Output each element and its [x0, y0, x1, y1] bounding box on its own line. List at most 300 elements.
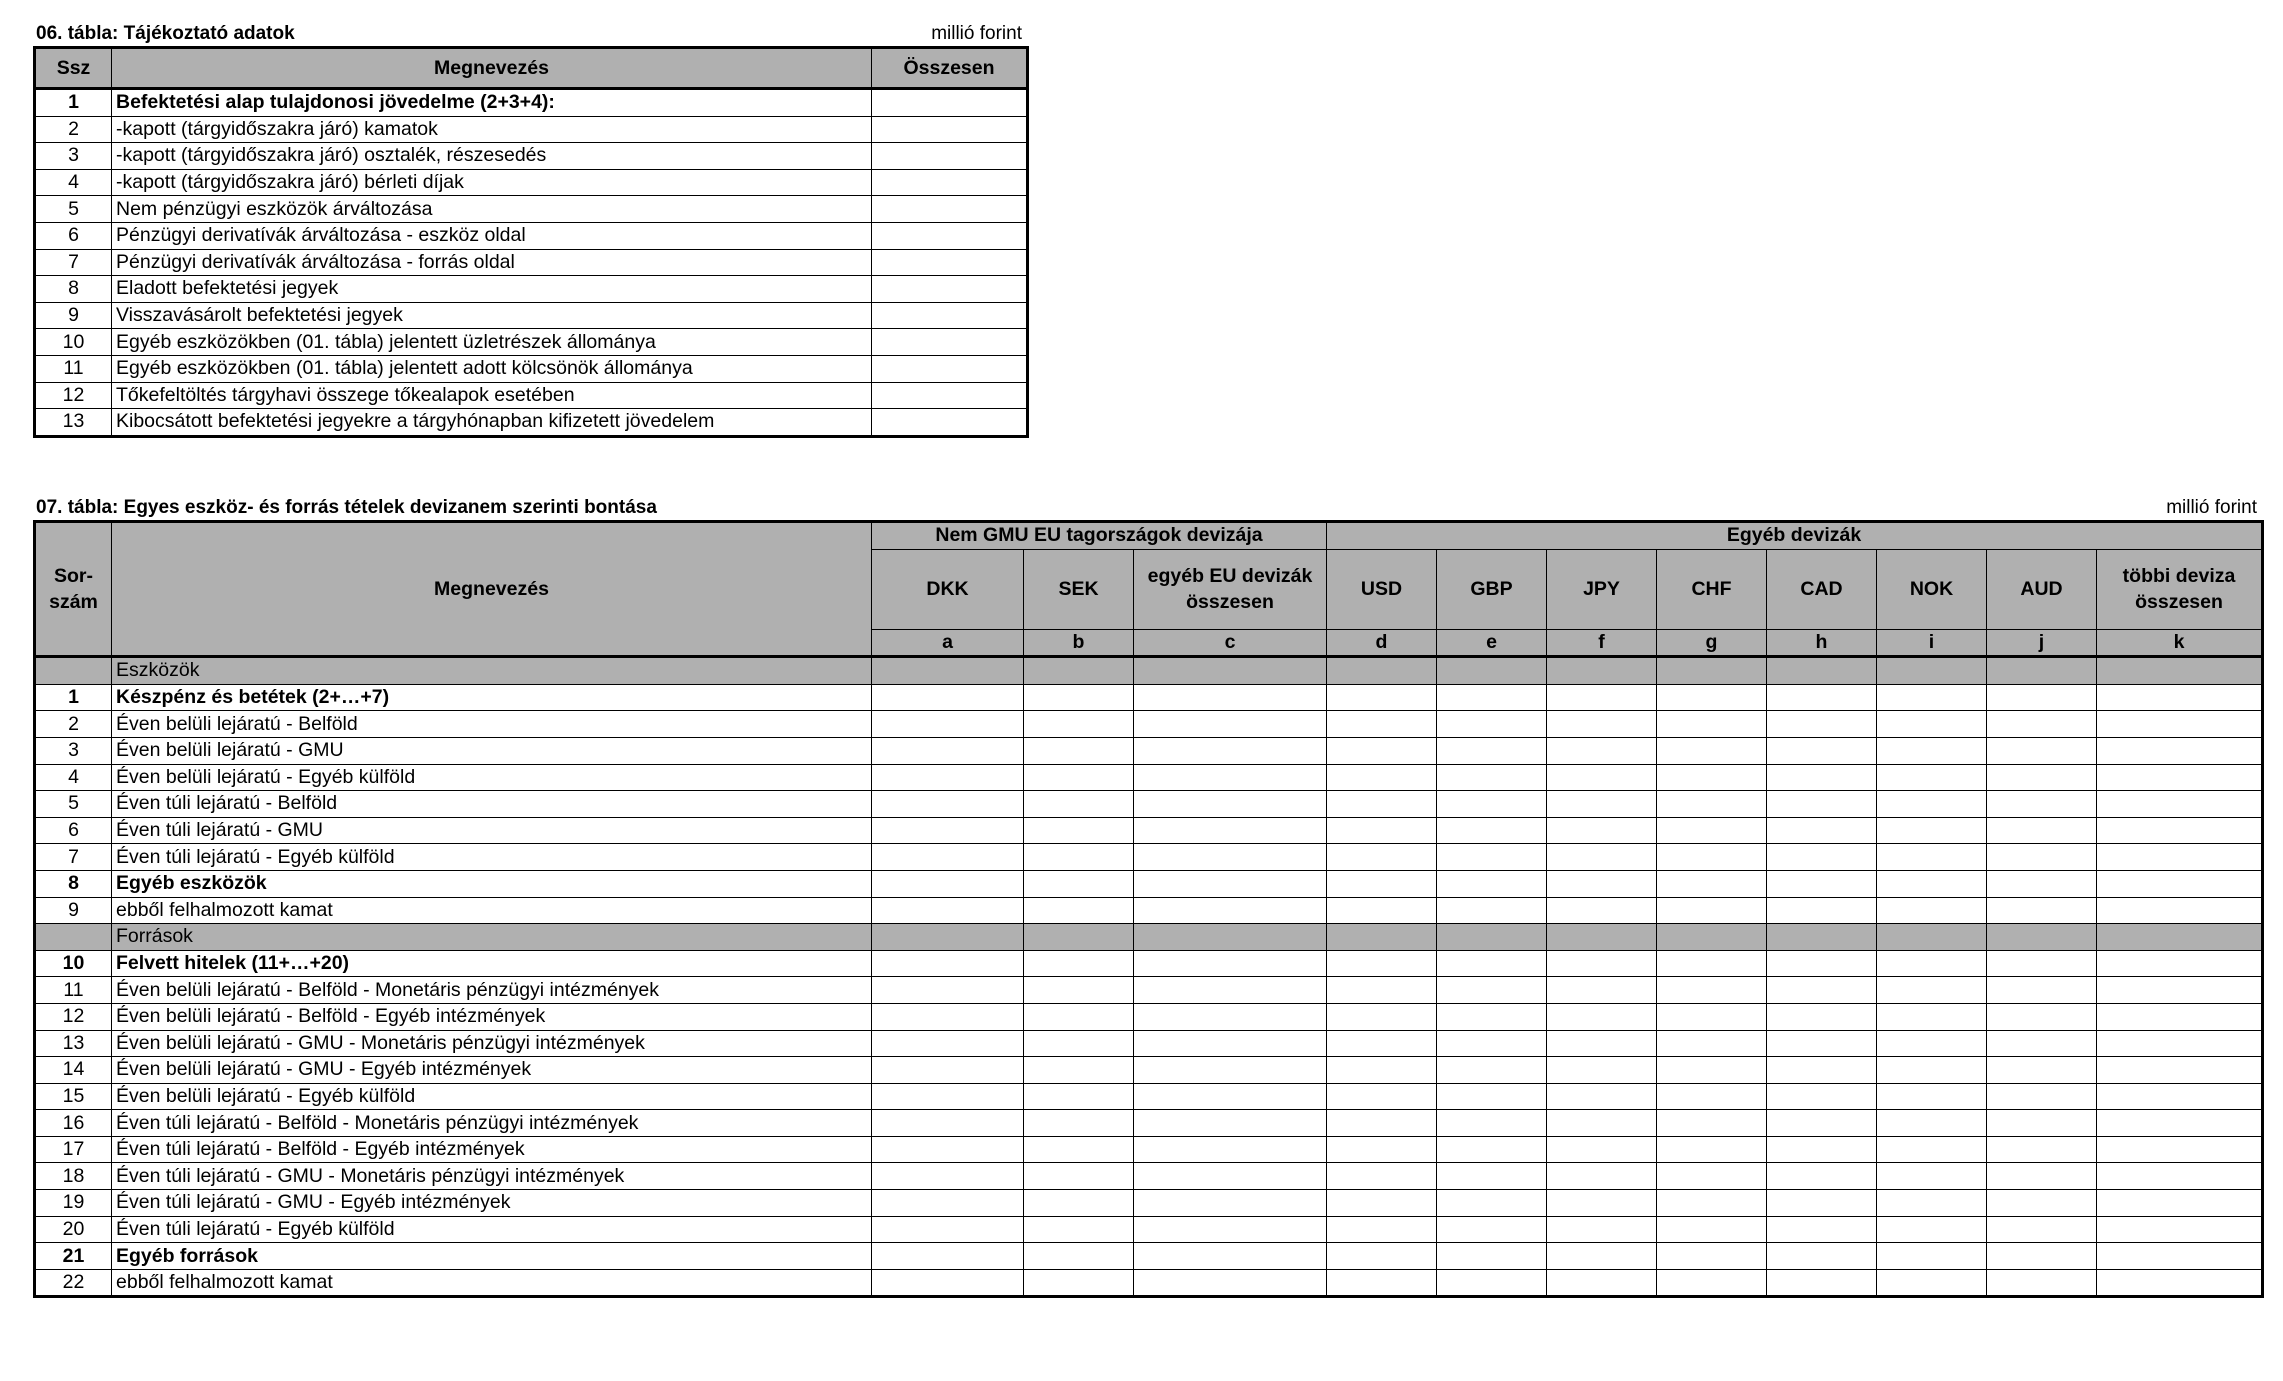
- value-cell[interactable]: [1987, 711, 2097, 738]
- value-cell[interactable]: [872, 897, 1024, 924]
- row-label: Visszavásárolt befektetési jegyek: [112, 302, 872, 329]
- value-cell[interactable]: [2097, 1030, 2263, 1057]
- value-cell[interactable]: [872, 870, 1024, 897]
- value-cell[interactable]: [1877, 1136, 1987, 1163]
- value-cell[interactable]: [1987, 1190, 2097, 1217]
- currency-col-header: GBP: [1437, 549, 1547, 629]
- value-cell[interactable]: [1134, 1136, 1327, 1163]
- total-cell[interactable]: [872, 222, 1028, 249]
- value-cell[interactable]: [1987, 817, 2097, 844]
- value-cell[interactable]: [2097, 817, 2263, 844]
- value-cell[interactable]: [1134, 1057, 1327, 1084]
- value-cell[interactable]: [1327, 711, 1437, 738]
- value-cell[interactable]: [872, 1057, 1024, 1084]
- value-cell[interactable]: [1437, 1136, 1547, 1163]
- value-cell[interactable]: [1547, 1083, 1657, 1110]
- value-cell[interactable]: [1987, 684, 2097, 711]
- value-cell[interactable]: [1987, 1110, 2097, 1137]
- value-cell[interactable]: [1327, 1269, 1437, 1297]
- value-cell[interactable]: [1767, 1083, 1877, 1110]
- value-cell[interactable]: [1767, 684, 1877, 711]
- value-cell[interactable]: [1437, 1030, 1547, 1057]
- value-cell[interactable]: [1437, 897, 1547, 924]
- value-cell[interactable]: [2097, 1243, 2263, 1270]
- value-cell[interactable]: [1877, 711, 1987, 738]
- value-cell[interactable]: [1657, 1136, 1767, 1163]
- value-cell[interactable]: [1547, 1057, 1657, 1084]
- currency-col-header: CAD: [1767, 549, 1877, 629]
- value-cell[interactable]: [1877, 897, 1987, 924]
- value-cell[interactable]: [1134, 737, 1327, 764]
- row-number: 11: [35, 977, 112, 1004]
- value-cell[interactable]: [872, 977, 1024, 1004]
- value-cell[interactable]: [1437, 950, 1547, 977]
- value-cell[interactable]: [1024, 1003, 1134, 1030]
- value-cell[interactable]: [1767, 1163, 1877, 1190]
- value-cell[interactable]: [1987, 1269, 2097, 1297]
- value-cell[interactable]: [1877, 870, 1987, 897]
- value-cell[interactable]: [1024, 1269, 1134, 1297]
- table07-header: [33, 494, 2261, 520]
- value-cell[interactable]: [1877, 1216, 1987, 1243]
- value-cell[interactable]: [1657, 950, 1767, 977]
- value-cell[interactable]: [2097, 764, 2263, 791]
- value-cell[interactable]: [1024, 870, 1134, 897]
- table-row: [35, 1110, 2263, 1137]
- row-number: 20: [35, 1216, 112, 1243]
- value-cell[interactable]: [1657, 1216, 1767, 1243]
- value-cell: [1327, 657, 1437, 685]
- value-cell[interactable]: [1024, 844, 1134, 871]
- value-cell[interactable]: [1987, 844, 2097, 871]
- value-cell[interactable]: [1877, 791, 1987, 818]
- value-cell[interactable]: [2097, 1269, 2263, 1297]
- table-row: [35, 222, 1028, 249]
- value-cell[interactable]: [1987, 1163, 2097, 1190]
- value-cell[interactable]: [1657, 817, 1767, 844]
- value-cell[interactable]: [1987, 897, 2097, 924]
- value-cell[interactable]: [1987, 1030, 2097, 1057]
- value-cell[interactable]: [1024, 791, 1134, 818]
- value-cell[interactable]: [872, 1269, 1024, 1297]
- value-cell[interactable]: [1437, 1083, 1547, 1110]
- value-cell[interactable]: [2097, 1057, 2263, 1084]
- value-cell[interactable]: [1877, 684, 1987, 711]
- value-cell[interactable]: [872, 950, 1024, 977]
- value-cell[interactable]: [1024, 1030, 1134, 1057]
- value-cell[interactable]: [1987, 1243, 2097, 1270]
- column-letter: i: [1877, 629, 1987, 657]
- value-cell[interactable]: [1327, 1243, 1437, 1270]
- value-cell[interactable]: [1327, 844, 1437, 871]
- value-cell[interactable]: [1437, 791, 1547, 818]
- value-cell[interactable]: [1024, 1243, 1134, 1270]
- currency-col-header: AUD: [1987, 549, 2097, 629]
- value-cell[interactable]: [872, 684, 1024, 711]
- value-cell[interactable]: [1134, 1190, 1327, 1217]
- value-cell[interactable]: [1547, 1216, 1657, 1243]
- value-cell[interactable]: [1024, 1136, 1134, 1163]
- value-cell[interactable]: [1024, 897, 1134, 924]
- value-cell[interactable]: [1327, 1057, 1437, 1084]
- value-cell[interactable]: [2097, 1083, 2263, 1110]
- value-cell[interactable]: [1877, 950, 1987, 977]
- value-cell[interactable]: [1134, 1216, 1327, 1243]
- value-cell[interactable]: [1657, 1030, 1767, 1057]
- value-cell[interactable]: [1547, 764, 1657, 791]
- value-cell[interactable]: [1024, 1083, 1134, 1110]
- value-cell: [1437, 924, 1547, 951]
- value-cell[interactable]: [1877, 1190, 1987, 1217]
- value-cell[interactable]: [2097, 711, 2263, 738]
- value-cell[interactable]: [1657, 870, 1767, 897]
- value-cell[interactable]: [1767, 1216, 1877, 1243]
- total-cell[interactable]: [872, 249, 1028, 276]
- value-cell[interactable]: [1547, 791, 1657, 818]
- total-cell[interactable]: [872, 116, 1028, 143]
- value-cell[interactable]: [872, 817, 1024, 844]
- value-cell[interactable]: [1767, 1030, 1877, 1057]
- value-cell[interactable]: [1437, 977, 1547, 1004]
- value-cell[interactable]: [872, 1163, 1024, 1190]
- row-label: Egyéb eszközökben (01. tábla) jelentett üzletrészek állománya: [112, 329, 872, 356]
- value-cell[interactable]: [1657, 1243, 1767, 1270]
- value-cell[interactable]: [1767, 897, 1877, 924]
- table07-col-name: Megnevezés: [112, 522, 872, 657]
- value-cell[interactable]: [2097, 844, 2263, 871]
- value-cell[interactable]: [1327, 1083, 1437, 1110]
- value-cell[interactable]: [2097, 1110, 2263, 1137]
- value-cell[interactable]: [1024, 711, 1134, 738]
- total-cell[interactable]: [872, 143, 1028, 170]
- value-cell[interactable]: [1877, 737, 1987, 764]
- value-cell[interactable]: [1327, 1110, 1437, 1137]
- value-cell[interactable]: [872, 1030, 1024, 1057]
- total-cell[interactable]: [872, 409, 1028, 437]
- value-cell[interactable]: [1024, 737, 1134, 764]
- value-cell[interactable]: [1437, 1190, 1547, 1217]
- value-cell[interactable]: [2097, 1163, 2263, 1190]
- value-cell[interactable]: [1877, 1030, 1987, 1057]
- value-cell[interactable]: [1877, 1057, 1987, 1084]
- value-cell[interactable]: [1657, 844, 1767, 871]
- value-cell[interactable]: [1987, 870, 2097, 897]
- value-cell[interactable]: [1657, 711, 1767, 738]
- value-cell[interactable]: [1437, 1243, 1547, 1270]
- table-row: [35, 382, 1028, 409]
- value-cell[interactable]: [1767, 711, 1877, 738]
- value-cell[interactable]: [1987, 791, 2097, 818]
- value-cell[interactable]: [872, 844, 1024, 871]
- value-cell[interactable]: [1024, 817, 1134, 844]
- value-cell[interactable]: [1877, 1243, 1987, 1270]
- table-row: [35, 329, 1028, 356]
- value-cell[interactable]: [1547, 1030, 1657, 1057]
- value-cell[interactable]: [1134, 870, 1327, 897]
- value-cell[interactable]: [2097, 791, 2263, 818]
- value-cell[interactable]: [1657, 791, 1767, 818]
- table-row: [35, 1083, 2263, 1110]
- value-cell[interactable]: [1547, 1110, 1657, 1137]
- value-cell[interactable]: [1657, 764, 1767, 791]
- value-cell[interactable]: [1767, 1136, 1877, 1163]
- table-row: [35, 249, 1028, 276]
- value-cell[interactable]: [872, 1003, 1024, 1030]
- value-cell[interactable]: [872, 1136, 1024, 1163]
- value-cell[interactable]: [872, 791, 1024, 818]
- value-cell[interactable]: [1327, 817, 1437, 844]
- value-cell[interactable]: [1547, 844, 1657, 871]
- value-cell[interactable]: [1437, 1110, 1547, 1137]
- value-cell[interactable]: [1327, 977, 1437, 1004]
- table06: [33, 46, 1029, 438]
- value-cell[interactable]: [1134, 1003, 1327, 1030]
- value-cell[interactable]: [2097, 1216, 2263, 1243]
- value-cell[interactable]: [1767, 764, 1877, 791]
- value-cell[interactable]: [1024, 1216, 1134, 1243]
- value-cell[interactable]: [1547, 711, 1657, 738]
- value-cell[interactable]: [2097, 737, 2263, 764]
- table07-title: 07. tábla: Egyes eszköz- és forrás tételek devizanem szerinti bontása: [36, 497, 657, 518]
- value-cell[interactable]: [2097, 870, 2263, 897]
- value-cell[interactable]: [1134, 684, 1327, 711]
- value-cell[interactable]: [1327, 1163, 1437, 1190]
- value-cell[interactable]: [1987, 977, 2097, 1004]
- value-cell[interactable]: [1767, 1110, 1877, 1137]
- value-cell[interactable]: [1547, 950, 1657, 977]
- value-cell[interactable]: [1437, 737, 1547, 764]
- table-row: [35, 817, 2263, 844]
- total-cell[interactable]: [872, 169, 1028, 196]
- table-row: [35, 89, 1028, 117]
- value-cell[interactable]: [1437, 844, 1547, 871]
- value-cell[interactable]: [1987, 737, 2097, 764]
- value-cell[interactable]: [1024, 1163, 1134, 1190]
- value-cell[interactable]: [1327, 764, 1437, 791]
- value-cell[interactable]: [1547, 684, 1657, 711]
- value-cell[interactable]: [1877, 1163, 1987, 1190]
- total-cell[interactable]: [872, 196, 1028, 223]
- value-cell[interactable]: [1134, 977, 1327, 1004]
- currency-col-header: JPY: [1547, 549, 1657, 629]
- value-cell[interactable]: [1767, 870, 1877, 897]
- value-cell[interactable]: [2097, 977, 2263, 1004]
- value-cell[interactable]: [1547, 870, 1657, 897]
- row-number: 19: [35, 1190, 112, 1217]
- value-cell[interactable]: [1024, 1057, 1134, 1084]
- value-cell[interactable]: [1437, 1003, 1547, 1030]
- value-cell[interactable]: [1987, 764, 2097, 791]
- value-cell[interactable]: [1327, 791, 1437, 818]
- value-cell[interactable]: [1767, 1057, 1877, 1084]
- value-cell[interactable]: [1657, 977, 1767, 1004]
- value-cell[interactable]: [1767, 844, 1877, 871]
- value-cell[interactable]: [1134, 764, 1327, 791]
- value-cell[interactable]: [1767, 1243, 1877, 1270]
- value-cell[interactable]: [1657, 1003, 1767, 1030]
- value-cell[interactable]: [1547, 1163, 1657, 1190]
- total-cell[interactable]: [872, 89, 1028, 117]
- value-cell[interactable]: [2097, 897, 2263, 924]
- row-number: 12: [35, 382, 112, 409]
- value-cell[interactable]: [1547, 1136, 1657, 1163]
- currency-col-header: NOK: [1877, 549, 1987, 629]
- value-cell[interactable]: [1327, 1136, 1437, 1163]
- value-cell[interactable]: [1547, 817, 1657, 844]
- value-cell[interactable]: [1547, 1243, 1657, 1270]
- value-cell[interactable]: [1877, 1083, 1987, 1110]
- value-cell[interactable]: [1134, 1163, 1327, 1190]
- value-cell: [1024, 657, 1134, 685]
- row-number: 2: [35, 711, 112, 738]
- value-cell[interactable]: [1327, 1030, 1437, 1057]
- table-row: [35, 1057, 2263, 1084]
- value-cell[interactable]: [1134, 791, 1327, 818]
- row-label: -kapott (tárgyidőszakra járó) osztalék, részesedés: [112, 143, 872, 170]
- value-cell[interactable]: [1877, 1003, 1987, 1030]
- value-cell[interactable]: [1877, 977, 1987, 1004]
- total-cell[interactable]: [872, 382, 1028, 409]
- value-cell[interactable]: [1987, 1057, 2097, 1084]
- value-cell[interactable]: [1134, 1030, 1327, 1057]
- value-cell[interactable]: [1767, 950, 1877, 977]
- value-cell[interactable]: [1767, 1269, 1877, 1297]
- total-cell[interactable]: [872, 302, 1028, 329]
- value-cell[interactable]: [1877, 1269, 1987, 1297]
- value-cell[interactable]: [1767, 977, 1877, 1004]
- value-cell[interactable]: [872, 764, 1024, 791]
- value-cell[interactable]: [1657, 737, 1767, 764]
- value-cell[interactable]: [1547, 897, 1657, 924]
- value-cell[interactable]: [1134, 1083, 1327, 1110]
- value-cell[interactable]: [1547, 1003, 1657, 1030]
- value-cell[interactable]: [1987, 1216, 2097, 1243]
- value-cell[interactable]: [1657, 1083, 1767, 1110]
- row-number: 1: [35, 89, 112, 117]
- row-label: -kapott (tárgyidőszakra járó) kamatok: [112, 116, 872, 143]
- column-letter: b: [1024, 629, 1134, 657]
- value-cell[interactable]: [1987, 950, 2097, 977]
- value-cell[interactable]: [1437, 1163, 1547, 1190]
- value-cell: [872, 924, 1024, 951]
- value-cell[interactable]: [1877, 1110, 1987, 1137]
- value-cell[interactable]: [1134, 1269, 1327, 1297]
- value-cell[interactable]: [1437, 764, 1547, 791]
- value-cell[interactable]: [1877, 764, 1987, 791]
- value-cell[interactable]: [872, 711, 1024, 738]
- value-cell[interactable]: [1327, 870, 1437, 897]
- value-cell[interactable]: [1134, 950, 1327, 977]
- table06-section: [33, 20, 1026, 438]
- row-label: Egyéb források: [112, 1243, 872, 1270]
- section-label: Eszközök: [112, 657, 872, 685]
- value-cell[interactable]: [1024, 1110, 1134, 1137]
- value-cell[interactable]: [1877, 817, 1987, 844]
- value-cell[interactable]: [1134, 1110, 1327, 1137]
- value-cell[interactable]: [1327, 897, 1437, 924]
- value-cell[interactable]: [1657, 1110, 1767, 1137]
- total-cell[interactable]: [872, 329, 1028, 356]
- table06-title: 06. tábla: Tájékoztató adatok: [36, 23, 295, 44]
- value-cell[interactable]: [1437, 1216, 1547, 1243]
- value-cell[interactable]: [2097, 684, 2263, 711]
- value-cell[interactable]: [1987, 1003, 2097, 1030]
- value-cell[interactable]: [1547, 1269, 1657, 1297]
- value-cell[interactable]: [1327, 1216, 1437, 1243]
- value-cell[interactable]: [1437, 1269, 1547, 1297]
- value-cell[interactable]: [1657, 684, 1767, 711]
- value-cell[interactable]: [1437, 817, 1547, 844]
- value-cell[interactable]: [1987, 1136, 2097, 1163]
- value-cell[interactable]: [1437, 711, 1547, 738]
- row-number: 22: [35, 1269, 112, 1297]
- value-cell[interactable]: [1547, 737, 1657, 764]
- row-number: 3: [35, 143, 112, 170]
- value-cell[interactable]: [1134, 897, 1327, 924]
- value-cell[interactable]: [1877, 844, 1987, 871]
- value-cell[interactable]: [1547, 977, 1657, 1004]
- value-cell[interactable]: [1024, 1190, 1134, 1217]
- value-cell[interactable]: [1327, 684, 1437, 711]
- table-row: [35, 355, 1028, 382]
- value-cell[interactable]: [1437, 870, 1547, 897]
- value-cell[interactable]: [872, 1110, 1024, 1137]
- value-cell[interactable]: [1437, 684, 1547, 711]
- value-cell[interactable]: [2097, 1003, 2263, 1030]
- value-cell[interactable]: [872, 1216, 1024, 1243]
- value-cell[interactable]: [1024, 950, 1134, 977]
- value-cell[interactable]: [1134, 844, 1327, 871]
- value-cell[interactable]: [1134, 1243, 1327, 1270]
- value-cell[interactable]: [2097, 950, 2263, 977]
- value-cell[interactable]: [1134, 711, 1327, 738]
- value-cell[interactable]: [1767, 1190, 1877, 1217]
- value-cell[interactable]: [1327, 1190, 1437, 1217]
- total-cell[interactable]: [872, 355, 1028, 382]
- value-cell[interactable]: [1767, 791, 1877, 818]
- value-cell[interactable]: [1024, 684, 1134, 711]
- value-cell[interactable]: [1767, 737, 1877, 764]
- value-cell[interactable]: [872, 1083, 1024, 1110]
- value-cell[interactable]: [1987, 1083, 2097, 1110]
- value-cell[interactable]: [872, 1243, 1024, 1270]
- value-cell[interactable]: [1767, 817, 1877, 844]
- value-cell[interactable]: [1437, 1057, 1547, 1084]
- value-cell[interactable]: [1024, 764, 1134, 791]
- value-cell[interactable]: [1657, 897, 1767, 924]
- value-cell[interactable]: [1327, 1003, 1437, 1030]
- table-row: [35, 684, 2263, 711]
- value-cell[interactable]: [1657, 1190, 1767, 1217]
- value-cell[interactable]: [2097, 1136, 2263, 1163]
- value-cell[interactable]: [1327, 737, 1437, 764]
- value-cell[interactable]: [872, 737, 1024, 764]
- value-cell[interactable]: [2097, 1190, 2263, 1217]
- column-letter: k: [2097, 629, 2263, 657]
- value-cell[interactable]: [1767, 1003, 1877, 1030]
- total-cell[interactable]: [872, 276, 1028, 303]
- value-cell: [872, 657, 1024, 685]
- value-cell[interactable]: [872, 1190, 1024, 1217]
- value-cell[interactable]: [1657, 1163, 1767, 1190]
- value-cell[interactable]: [1024, 977, 1134, 1004]
- value-cell[interactable]: [1547, 1190, 1657, 1217]
- value-cell[interactable]: [1657, 1057, 1767, 1084]
- row-label: Egyéb eszközökben (01. tábla) jelentett adott kölcsönök állománya: [112, 355, 872, 382]
- value-cell[interactable]: [1327, 950, 1437, 977]
- value-cell[interactable]: [1657, 1269, 1767, 1297]
- value-cell[interactable]: [1134, 817, 1327, 844]
